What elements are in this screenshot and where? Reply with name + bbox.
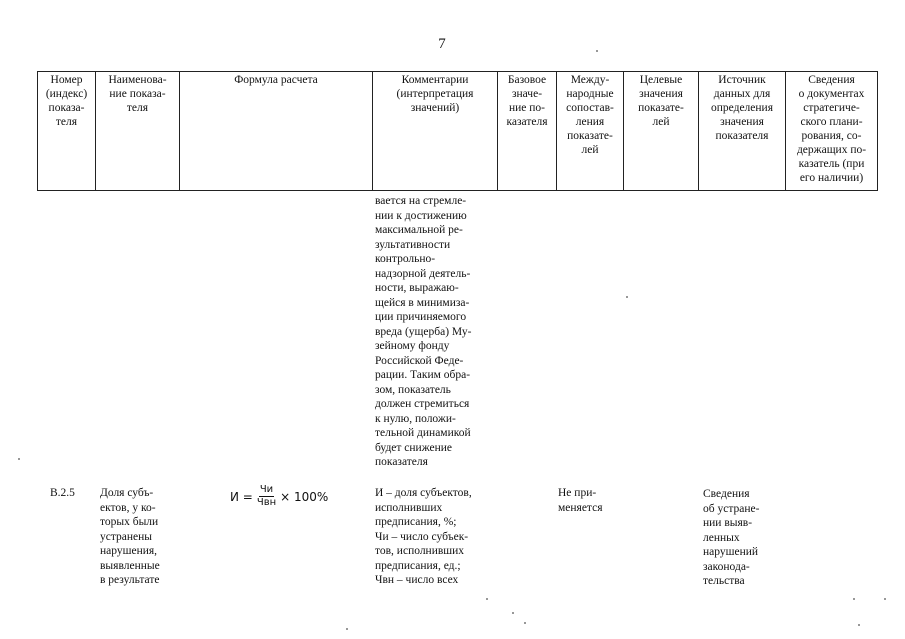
row-formula (230, 484, 328, 509)
page-number: 7 (438, 36, 446, 52)
row-source: Сведения об устране- нии выяв- ленных нарушений законода- тельства (703, 488, 760, 587)
header-strategic-docs: Сведения о документах стратегиче- ского плани- рования, со- держащих по- казатель (при его наличии) (786, 72, 878, 191)
row-name: Доля субъ- ектов, у ко- торых были устранены нарушения, выявленные в результате (100, 487, 160, 586)
scan-speck (858, 624, 860, 626)
indicator-table-header (37, 71, 878, 191)
continued-comment: вается на стремле- нии к достижению максимальной ре- зультативности контрольно- надзорной деятель- ности, выражаю- щейся в минимиза- ции причиняемого вреда (ущерба) Му- зейному фонду Российской Феде- рации. Таким обра- зом, показатель должен стремиться к нулю, положи- тельной динамикой будет снижение показателя (375, 195, 472, 468)
formula-numerator: Чи (259, 484, 274, 495)
scan-speck (626, 296, 628, 298)
formula-fraction (256, 484, 277, 509)
header-data-source: Источник данных для определения значения показателя (699, 72, 786, 191)
scan-speck (512, 612, 514, 614)
header-target-values: Целевые значения показате- лей (624, 72, 699, 191)
scan-speck (346, 628, 348, 630)
header-base-value: Базовое значе- ние по- казателя (498, 72, 557, 191)
formula-rhs: × 100% (280, 489, 329, 504)
header-name: Наименова- ние показа- теля (96, 72, 180, 191)
scan-speck (486, 598, 488, 600)
row-index: В.2.5 (50, 487, 75, 499)
header-international: Между- народные сопостав- ления показате- лей (557, 72, 624, 191)
formula-lhs: И = (230, 489, 253, 504)
formula-denominator: Чвн (256, 497, 277, 508)
scan-speck (596, 50, 598, 52)
header-comments: Комментарии (интерпретация значений) (373, 72, 498, 191)
header-index: Номер (индекс) показа- теля (38, 72, 96, 191)
scan-speck (524, 622, 526, 624)
row-international: Не при- меняется (558, 487, 603, 514)
scan-speck (18, 458, 20, 460)
scan-speck (853, 598, 855, 600)
scan-speck (884, 598, 886, 600)
header-formula: Формула расчета (180, 72, 373, 191)
row-comment: И – доля субъектов, исполнивших предписания, %; Чи – число субъек- тов, исполнивших предписания, ед.; Чвн – число всех (375, 487, 472, 586)
